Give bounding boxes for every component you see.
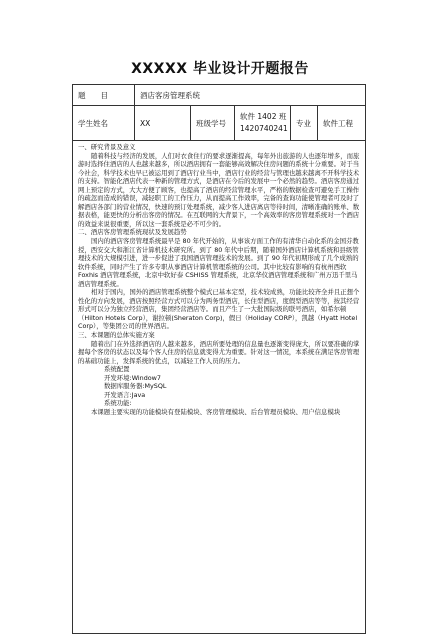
proposal-form-table (72, 84, 366, 634)
paragraph-plan: 随着出门在外选择酒店的人越来越多，酒店所要处理的信息量也逐渐变得庞大，所以要准确的掌握每个客房的状态以及每个客人住房的信息就变得尤为重要。针对这一情况，本系统在满足客房管理的基础功能上，发挥系统的优点，以减轻工作人员的压力。 (78, 339, 360, 365)
section-heading-status: 二、酒店客房管理系统现状及发展趋势 (78, 228, 187, 237)
topic-label: 题 目 (73, 85, 135, 105)
paragraph-domestic: 国内的酒店客房管理系统最早是 80 年代开始的，从事该方面工作的有清华自动化系的金国芬教授，西安交大和浙江省计算机技术研究所。到了 80 年代中后期，随着国外酒店计算机系统和县级管理技术的大规模引进，进一步促进了我国酒店管理技术的发展。到了 90 年代初期形成了几个成熟的软件系统，同时产生了许多专职从事酒店计算机管理系统的公司。其中比较有影响的有杭州西软 Foxhis 酒店管理系统，北京中软好泰 CSHISS 管理系统，北京华仪酒店管理系统和广州万迅千里马酒店管理系统。 (78, 237, 359, 288)
major-value: 软件工程 (323, 118, 353, 128)
name-label: 学生姓名 (73, 106, 135, 140)
topic-value: 酒店客房管理系统 (140, 90, 200, 100)
section-heading-plan: 三、本课题的总体实施方案 (78, 331, 155, 340)
report-title: XXXXX 毕业设计开题报告 (131, 61, 309, 77)
paragraph-foreign: 相对于国内，国外的酒店管理系统整个模式已基本定型，技术较成熟，功能比较齐全并且正想个性化的方向发展，酒店按照经营方式可以分为两务型酒店，长住型酒店，度假型酒店等等，按其经营形式可以分为独立经营酒店，集团经营酒店等。而且产生了一大批国际级的联号酒店，如希尔顿（Hilton Hotels Corp），谢拉顿(Sheraton Corp)，假日（Holiday CORP），凯越（Hyatt Hotel Corp），等集团公司的世界酒店。 (78, 288, 360, 331)
major-label: 专业 (291, 106, 318, 140)
report-body-row (73, 141, 365, 633)
name-value: XX (135, 106, 191, 140)
paragraph-background: 随着科技与经济的发展，人们对衣食住行的要求逐渐提高，每年外出旅游的人也逐年增多，而旅游时选择住酒店的人也越来越多，所以酒店拥有一套能够高效解决住房问题的系统十分重要。对于当今社会，科学技术也早已被运用到了酒店行业当中，酒店行业的经营与管理也越来越离不开科学技术的支持。智能化酒店代表一种新的管理方式，是酒店在今后的发展中一个必然的趋势。酒店客房通过网上预定的方式，大大方便了顾客，也提高了酒店的经营管理水平，严格的数据检查可避免手工操作的疏忽而造成的错误，减轻职工的工作压力，从而提高工作效率，完备的查询功能使管理者可及时了解酒店各部门的营业情况，快速的预订处理系统，减少客人进店离店等待时间，清晰准确的账单、数据表格，能更快的分析出客房的情况。在互联网的大背景下，一个高效率的客房管理系统对一个酒店的效益来说很重要，所以这一套系统是必不可少的。 (78, 151, 360, 228)
paragraph-modules: 本课题主要实现的功能模块有登陆模块、客房管理模块、后台管理员模块、用户信息模块 (91, 407, 341, 416)
config-env: 开发环境:Window7 (104, 373, 161, 382)
section-heading-background: 一、研究背景及意义 (78, 143, 136, 151)
config-db: 数据库服务器:MySQL (104, 382, 167, 391)
config-functions: 系统功能: (104, 399, 132, 408)
config-heading: 系统配置 (104, 365, 130, 374)
student-info-row (73, 106, 365, 141)
topic-row (73, 85, 365, 106)
config-lang: 开发语言:Java (104, 390, 146, 399)
report-body (73, 141, 365, 633)
class-label: 班级学号 (191, 106, 235, 140)
class-value: 软件 1402 班 1420740241 (235, 106, 291, 140)
